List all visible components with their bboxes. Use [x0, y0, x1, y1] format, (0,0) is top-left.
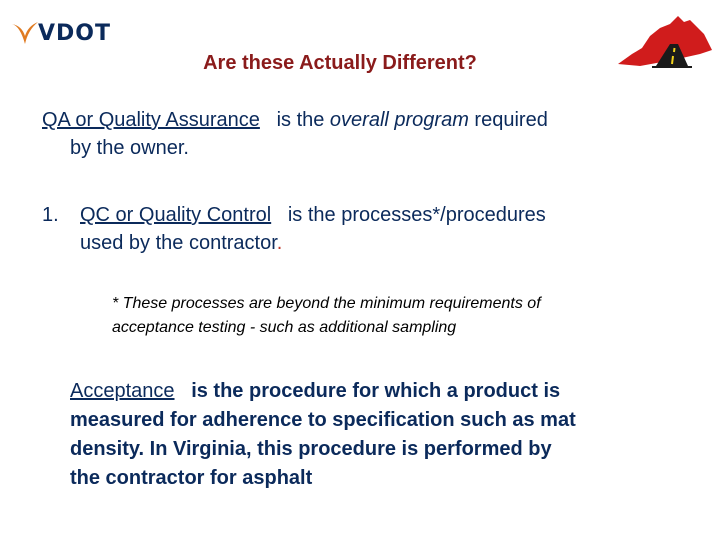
qc-definition: [42, 201, 692, 257]
qc-text: is the processes*/procedures: [287, 204, 546, 226]
qa-text-before: is the: [276, 109, 330, 131]
vdot-logo: [10, 18, 111, 48]
logo-swoosh-icon: [10, 18, 40, 48]
footnote: [112, 292, 672, 340]
qa-emphasis: overall program: [329, 109, 469, 131]
qa-text-after: required: [468, 109, 548, 131]
footnote-line-1: * These processes are beyond the minimum requirements of: [112, 295, 541, 312]
qc-number: 1.: [42, 204, 59, 226]
qc-term: QC or Quality Control: [80, 204, 272, 226]
acceptance-line-1-text: is the procedure for which a product is: [191, 380, 561, 402]
qc-line-2-text: used by the contractor: [80, 232, 277, 254]
acceptance-line-1: [70, 377, 680, 406]
qa-line-1: [42, 106, 692, 134]
qa-term: QA or Quality Assurance: [42, 109, 260, 131]
acceptance-line-3: density. In Virginia, this procedure is performed by: [70, 438, 552, 460]
slide-title: Are these Actually Different?: [203, 52, 477, 74]
qa-line-2: by the owner.: [70, 137, 189, 159]
acceptance-term: Acceptance: [70, 380, 175, 402]
qa-definition: [42, 106, 692, 162]
acceptance-line-2: measured for adherence to specification such as mat: [70, 409, 576, 431]
acceptance-line-4: the contractor for asphalt: [70, 467, 313, 489]
footnote-line-2: acceptance testing - such as additional sampling: [112, 319, 457, 336]
qc-line-2: [42, 229, 692, 257]
qc-line-1: [42, 201, 692, 229]
acceptance-definition: [70, 377, 680, 493]
qc-period: .: [276, 232, 283, 254]
logo-text: VDOT: [38, 21, 111, 46]
